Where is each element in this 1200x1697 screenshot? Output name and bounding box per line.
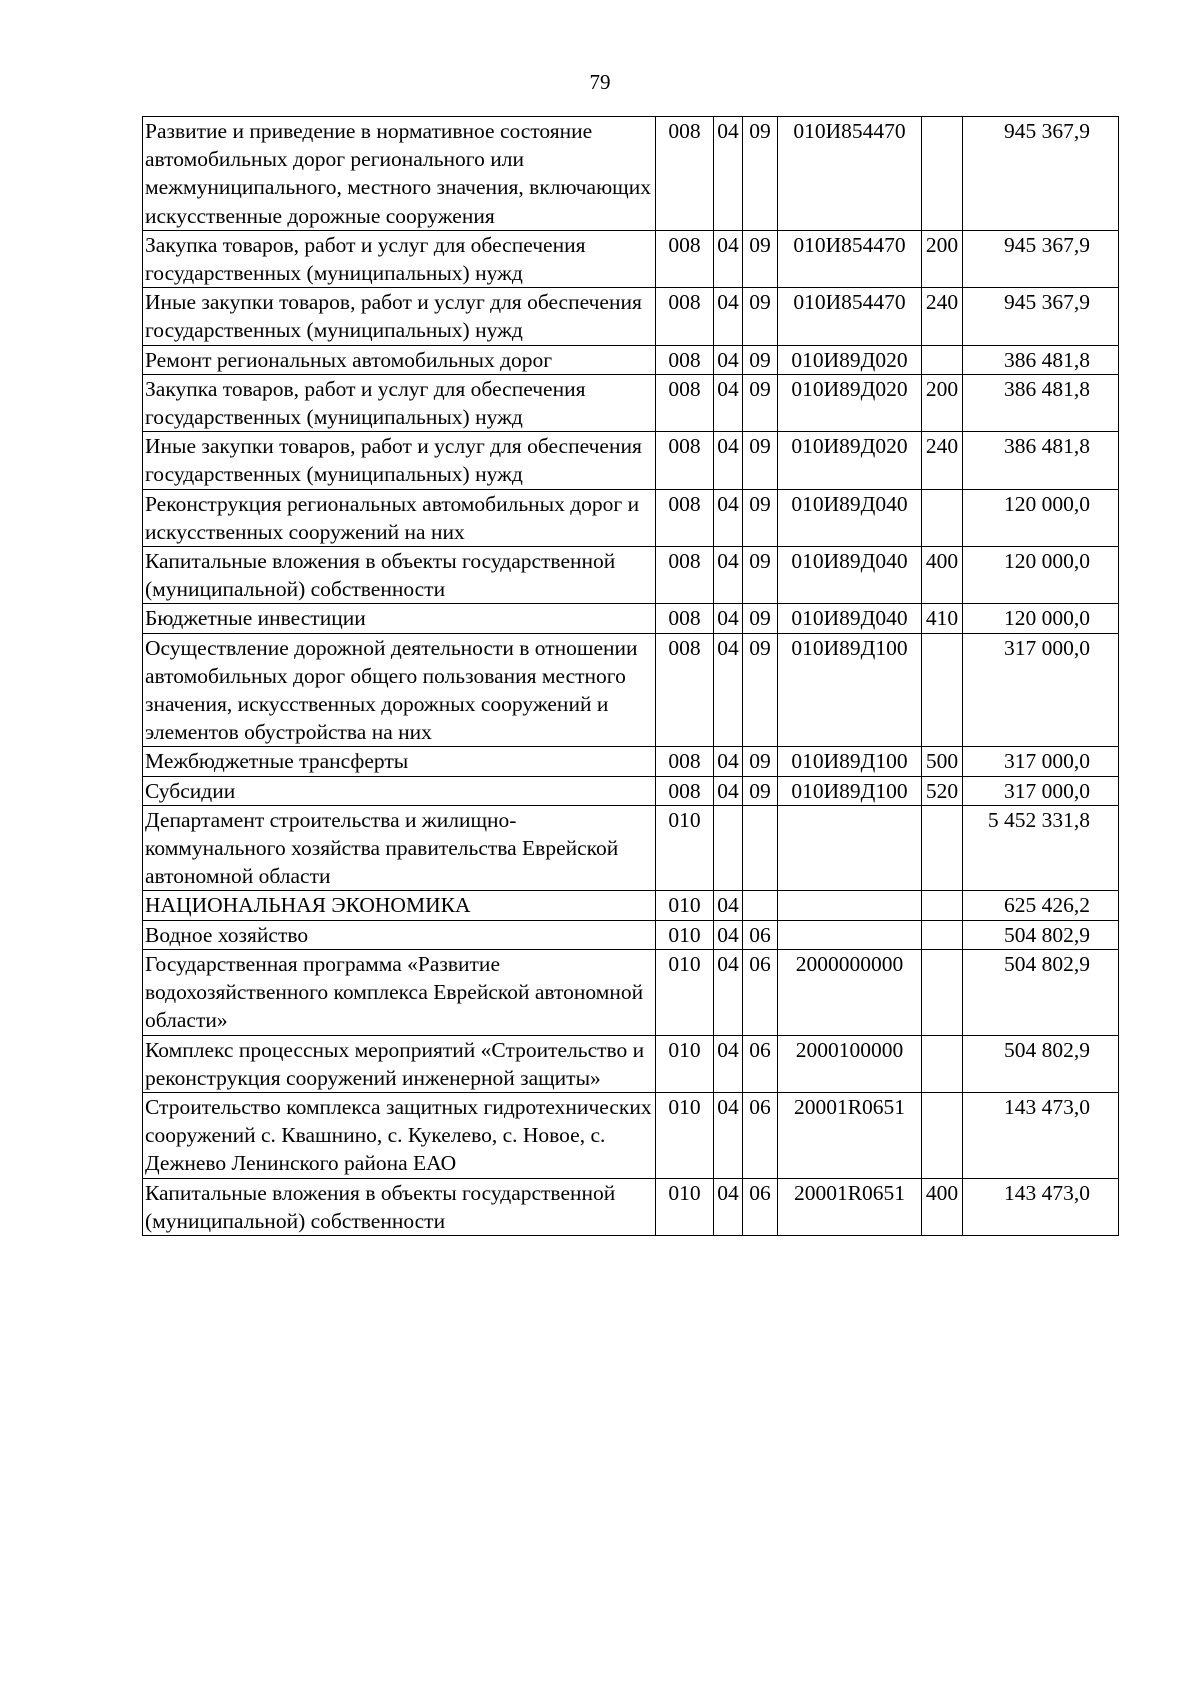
row-grbs-code: 008 [656,547,714,604]
row-name: Комплекс процессных мероприятий «Строительство и реконструкция сооружений инженерной защиты» [143,1035,656,1092]
row-section-code: 04 [714,432,743,489]
row-section-code: 04 [714,489,743,546]
row-expense-type-code: 240 [922,288,963,345]
table-row [143,547,1119,604]
table-row [143,776,1119,805]
table-row [143,432,1119,489]
table-row [143,1092,1119,1178]
table-row [143,1178,1119,1235]
table-row [143,230,1119,287]
row-subsection-code: 09 [743,747,778,776]
row-amount: 945 367,9 [963,230,1119,287]
row-subsection-code: 09 [743,604,778,633]
row-expense-type-code [922,1092,963,1178]
row-amount: 143 473,0 [963,1092,1119,1178]
row-target-article-code: 010И89Д040 [778,489,922,546]
row-amount: 5 452 331,8 [963,805,1119,891]
row-expense-type-code: 410 [922,604,963,633]
row-subsection-code: 09 [743,547,778,604]
row-expense-type-code [922,633,963,747]
row-target-article-code: 010И854470 [778,117,922,231]
row-amount: 317 000,0 [963,776,1119,805]
row-name: Бюджетные инвестиции [143,604,656,633]
row-target-article-code: 010И89Д100 [778,776,922,805]
page-number: 79 [589,70,611,94]
row-amount: 386 481,8 [963,374,1119,431]
row-subsection-code [743,805,778,891]
row-subsection-code: 09 [743,230,778,287]
row-amount: 945 367,9 [963,117,1119,231]
row-subsection-code [743,891,778,920]
table-row [143,920,1119,949]
row-expense-type-code: 200 [922,374,963,431]
row-name: Капитальные вложения в объекты государственной (муниципальной) собственности [143,1178,656,1235]
row-target-article-code: 010И89Д100 [778,747,922,776]
row-name: НАЦИОНАЛЬНАЯ ЭКОНОМИКА [143,891,656,920]
row-grbs-code: 008 [656,747,714,776]
row-amount: 317 000,0 [963,633,1119,747]
row-grbs-code: 008 [656,230,714,287]
row-target-article-code: 2000000000 [778,949,922,1035]
row-section-code: 04 [714,776,743,805]
row-target-article-code [778,805,922,891]
row-expense-type-code [922,345,963,374]
row-grbs-code: 008 [656,374,714,431]
row-expense-type-code [922,805,963,891]
row-amount: 120 000,0 [963,489,1119,546]
row-grbs-code: 008 [656,117,714,231]
row-subsection-code: 06 [743,1092,778,1178]
row-grbs-code: 008 [656,489,714,546]
row-expense-type-code [922,1035,963,1092]
row-expense-type-code [922,891,963,920]
budget-table [142,116,1119,1236]
row-target-article-code: 20001R0651 [778,1178,922,1235]
row-target-article-code [778,891,922,920]
row-subsection-code: 06 [743,920,778,949]
row-section-code: 04 [714,1035,743,1092]
row-subsection-code: 09 [743,117,778,231]
row-section-code: 04 [714,920,743,949]
row-amount: 504 802,9 [963,949,1119,1035]
row-section-code: 04 [714,117,743,231]
row-expense-type-code [922,117,963,231]
row-grbs-code: 008 [656,288,714,345]
row-expense-type-code: 240 [922,432,963,489]
row-section-code: 04 [714,288,743,345]
row-amount: 386 481,8 [963,345,1119,374]
table-row [143,604,1119,633]
row-name: Ремонт региональных автомобильных дорог [143,345,656,374]
row-target-article-code [778,920,922,949]
row-grbs-code: 008 [656,345,714,374]
row-section-code: 04 [714,604,743,633]
row-subsection-code: 09 [743,633,778,747]
row-name: Межбюджетные трансферты [143,747,656,776]
table-row [143,345,1119,374]
row-name: Департамент строительства и жилищно-коммунального хозяйства правительства Еврейской автономной области [143,805,656,891]
row-name: Реконструкция региональных автомобильных дорог и искусственных сооружений на них [143,489,656,546]
row-section-code: 04 [714,891,743,920]
row-section-code [714,805,743,891]
row-subsection-code: 06 [743,1178,778,1235]
row-section-code: 04 [714,547,743,604]
table-row [143,288,1119,345]
table-row [143,949,1119,1035]
table-body [143,117,1119,1236]
row-subsection-code: 09 [743,776,778,805]
row-name: Закупка товаров, работ и услуг для обеспечения государственных (муниципальных) нужд [143,230,656,287]
row-expense-type-code [922,920,963,949]
row-name: Строительство комплекса защитных гидротехнических сооружений с. Квашнино, с. Кукелево, с. Новое, с. Дежнево Ленинского района ЕАО [143,1092,656,1178]
row-subsection-code: 09 [743,345,778,374]
row-section-code: 04 [714,949,743,1035]
table-row [143,374,1119,431]
row-name: Субсидии [143,776,656,805]
row-subsection-code: 09 [743,288,778,345]
row-amount: 386 481,8 [963,432,1119,489]
row-subsection-code: 06 [743,1035,778,1092]
row-amount: 120 000,0 [963,604,1119,633]
row-section-code: 04 [714,633,743,747]
table-row [143,805,1119,891]
row-subsection-code: 09 [743,374,778,431]
row-name: Иные закупки товаров, работ и услуг для обеспечения государственных (муниципальных) нужд [143,288,656,345]
row-target-article-code: 010И89Д100 [778,633,922,747]
row-subsection-code: 09 [743,489,778,546]
row-expense-type-code [922,489,963,546]
table-row [143,489,1119,546]
row-name: Государственная программа «Развитие водохозяйственного комплекса Еврейской автономной области» [143,949,656,1035]
row-amount: 945 367,9 [963,288,1119,345]
row-expense-type-code [922,949,963,1035]
row-grbs-code: 010 [656,1178,714,1235]
table-row [143,1035,1119,1092]
row-section-code: 04 [714,374,743,431]
row-grbs-code: 010 [656,1035,714,1092]
row-target-article-code: 010И89Д020 [778,432,922,489]
row-name: Водное хозяйство [143,920,656,949]
row-grbs-code: 010 [656,1092,714,1178]
row-expense-type-code: 200 [922,230,963,287]
row-section-code: 04 [714,230,743,287]
row-amount: 504 802,9 [963,920,1119,949]
table-row [143,633,1119,747]
row-grbs-code: 010 [656,891,714,920]
row-name: Закупка товаров, работ и услуг для обеспечения государственных (муниципальных) нужд [143,374,656,431]
row-name: Осуществление дорожной деятельности в отношении автомобильных дорог общего пользования местного значения, искусственных дорожных сооружений и элементов обустройства на них [143,633,656,747]
row-grbs-code: 008 [656,776,714,805]
row-amount: 504 802,9 [963,1035,1119,1092]
row-target-article-code: 010И854470 [778,230,922,287]
table-row [143,747,1119,776]
row-expense-type-code: 500 [922,747,963,776]
row-target-article-code: 2000100000 [778,1035,922,1092]
row-name: Иные закупки товаров, работ и услуг для обеспечения государственных (муниципальных) нужд [143,432,656,489]
row-name: Развитие и приведение в нормативное состояние автомобильных дорог регионального или межмуниципального, местного значения, включающих искусственные дорожные сооружения [143,117,656,231]
row-expense-type-code: 400 [922,1178,963,1235]
row-target-article-code: 20001R0651 [778,1092,922,1178]
row-target-article-code: 010И89Д040 [778,604,922,633]
row-target-article-code: 010И854470 [778,288,922,345]
row-subsection-code: 09 [743,432,778,489]
table-row [143,117,1119,231]
row-amount: 317 000,0 [963,747,1119,776]
row-grbs-code: 010 [656,949,714,1035]
row-expense-type-code: 520 [922,776,963,805]
row-grbs-code: 008 [656,633,714,747]
row-amount: 143 473,0 [963,1178,1119,1235]
row-target-article-code: 010И89Д040 [778,547,922,604]
row-target-article-code: 010И89Д020 [778,345,922,374]
row-target-article-code: 010И89Д020 [778,374,922,431]
row-section-code: 04 [714,747,743,776]
row-grbs-code: 008 [656,432,714,489]
row-amount: 120 000,0 [963,547,1119,604]
row-section-code: 04 [714,345,743,374]
table-row [143,891,1119,920]
row-section-code: 04 [714,1092,743,1178]
row-grbs-code: 008 [656,604,714,633]
row-section-code: 04 [714,1178,743,1235]
row-amount: 625 426,2 [963,891,1119,920]
row-grbs-code: 010 [656,805,714,891]
row-expense-type-code: 400 [922,547,963,604]
row-subsection-code: 06 [743,949,778,1035]
row-name: Капитальные вложения в объекты государственной (муниципальной) собственности [143,547,656,604]
row-grbs-code: 010 [656,920,714,949]
